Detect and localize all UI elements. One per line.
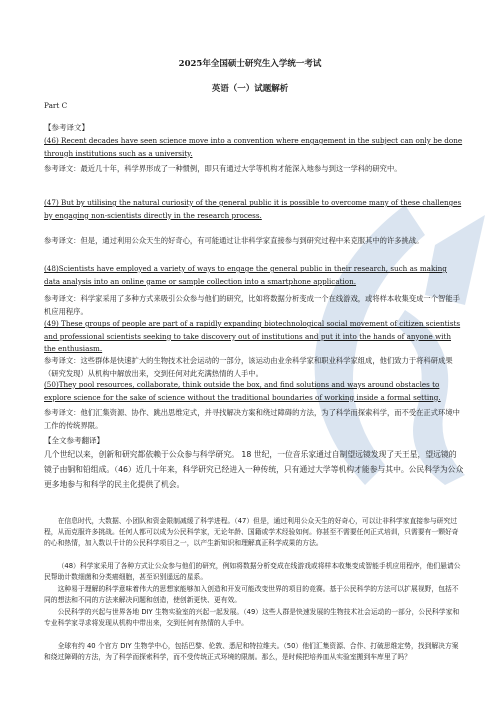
translation-paragraph: （48）科学家采用了各种方式让公众参与他们的研究，例如将数据分析变成在线游戏或将样本收集变成智能手机应用程序，他们悬请公民帮助计数细菌和分类癌细胞，甚至识别遥远的星系。 (44, 562, 461, 582)
translation-paragraph: 全球有约 40 个官方 DIY 生物学中心，包括巴黎、伦敦、悉尼和特拉维夫。（50）他们汇集资源、合作、打破思维定势，找到解决方案和绕过障碍的方法，为了科学而探索科学，而不受传统正式环境的限制。那么，是时候把培养皿从实验室搬到车库里了吗？ (44, 642, 459, 662)
full-translation-intro: 几个世纪以来，创新和研究都依赖于公众参与科学研究。 18 世纪，一位音乐家通过自制望远镜发现了天王星，望远镜的镜子由铜和铅组成。（46）近几十年来，科学研究已经进入一种传统，只有通过大学等机构才能参与其中。公民科学为公众更多地参与和科学的民主化提供了机会。 (44, 450, 464, 489)
sentence-50-english: (50)They pool resources, collaborate, think outside the box, and find solutions and ways around obstacles to explore science for the sake of science without the traditional boundaries of working inside a formal setting. (44, 380, 441, 402)
sentence-49-translation: 参考译文：这些群体是快速扩大的生物技术社会运动的一部分，该运动由业余科学家和职业科学家组成，他们致力于将科研成果（研究发现）从机构中解放出来，交到任何对此充满热情的人手中。 (44, 356, 453, 378)
sentence-48-english: (48)Scientists have employed a variety of ways to engage the general public in their research, such as making data analysis into an online game or sample collection into a smartphone application. (44, 264, 447, 286)
sentence-46-english: (46) Recent decades have seen science move into a convention where engagement in the subject can only be done through institutions such as a university. (44, 136, 463, 158)
sentence-48-translation: 参考译文：科学家采用了多种方式来吸引公众参与他们的研究，比如将数据分析变成一个在线游戏，或将样本收集变成一个智能手机应用程序。 (44, 294, 460, 316)
full-translation-heading: 【全文参考翻译】 (44, 436, 104, 445)
translation-paragraph: 这种易于理解的科学意味着伟大的思想家能够加入创造和开发可能改变世界的项目的竞赛。基于公民科学的方法可以扩展视野，包括不同的想法和不同的方法来解决问题和创造，使创新更快、更有效。 (44, 585, 459, 605)
sentence-47-translation: 参考译文：但是，通过利用公众天生的好奇心，有可能通过让非科学家直接参与到研究过程中来克服其中的许多挑战。 (44, 236, 424, 245)
translation-paragraph: 公民科学的兴起与世界各地 DIY 生物实验室的兴起一起发展。（49）这些人群是快速发展的生物技术社会运动的一部分，公民科学家和专业科学家寻求将发现从机构中带出来，交到任何有热情的人手中。 (44, 608, 460, 628)
sentence-50-translation: 参考译文：他们汇集资源、协作、跳出思维定式，并寻找解决方案和绕过障碍的方法，为了科学而探索科学，而不受在正式环境中工作的传统界限。 (44, 408, 460, 430)
translation-paragraph: 在信息时代，大数据、小团队和资金限制减缓了科学进程。（47）但是，通过利用公众天生的好奇心，可以让非科学家直接参与研究过程，从而克服许多挑战。任何人都可以成为公民科学家，无论年龄、国籍或学术经验如何。你甚至不需要任何正式培训，只需要有一颗好奇的心和热情，加入数以千计的公民科学项目之一，以产生新知识和理解真正科学成果的方法。 (44, 517, 459, 548)
part-label: Part C (44, 101, 68, 110)
sentence-47-english: (47) But by utilising the natural curiosity of the general public it is possible to overcome many of these challenges by engaging non-scientists directly in the research process. (44, 198, 462, 220)
sentence-49-english: (49) These groups of people are part of a rapidly expanding biotechnological social movement of citizen scientists and professional scientists seeking to take discovery out of institutions and put it into the hands of anyone with the enthusiasm. (44, 319, 461, 353)
reference-heading: 【参考译文】 (44, 123, 89, 132)
exam-title: 2025年全国硕士研究生入学统一考试 (178, 59, 322, 69)
sentence-46-translation: 参考译文：最近几十年，科学界形成了一种惯例，即只有通过大学等机构才能深入地参与到这一学科的研究中。 (44, 164, 402, 173)
paper-subtitle: 英语（一）试题解析 (211, 84, 289, 94)
